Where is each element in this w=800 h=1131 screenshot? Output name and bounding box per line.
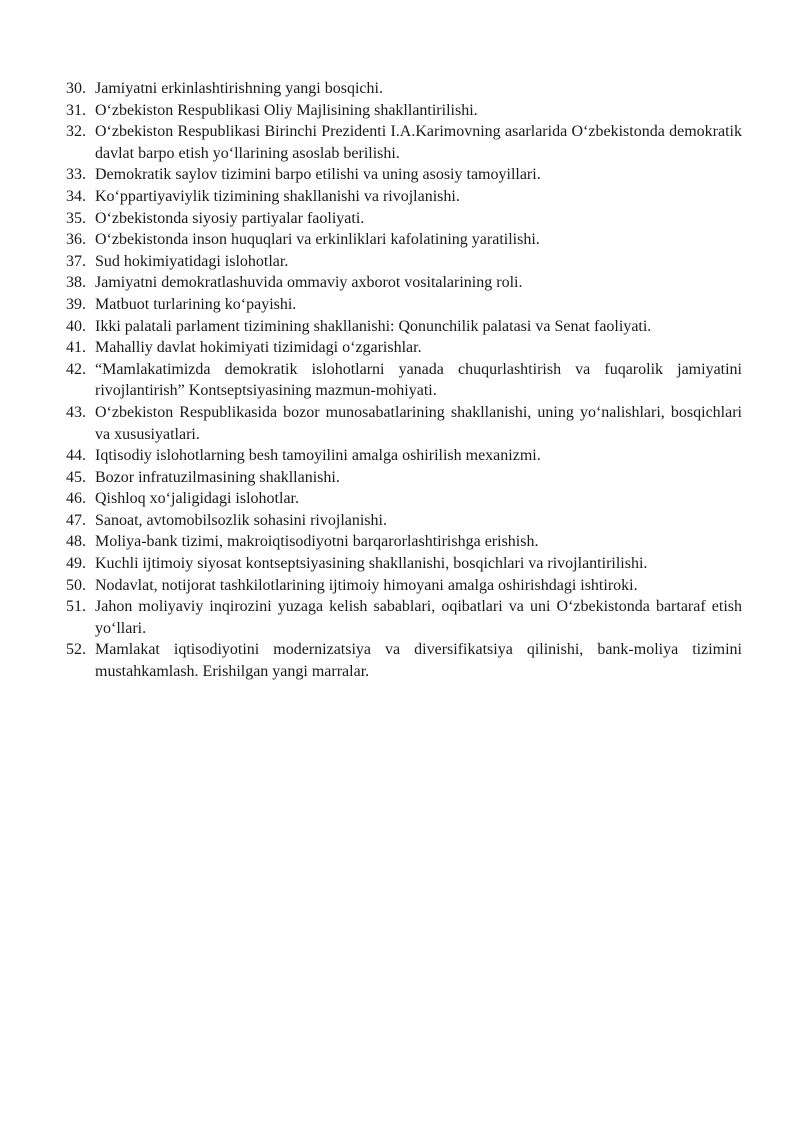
item-text: O‘zbekiston Respublikasi Oliy Majlisining shakllantirilishi. bbox=[95, 101, 478, 119]
item-text: Sanoat, avtomobilsozlik sohasini rivojlanishi. bbox=[95, 511, 387, 529]
item-text: Moliya-bank tizimi, makroiqtisodiyotni barqarorlashtirishga erishish. bbox=[95, 533, 539, 551]
item-number: 38. bbox=[66, 274, 86, 292]
item-number: 44. bbox=[66, 447, 86, 465]
list-item bbox=[66, 402, 742, 445]
item-text: Kuchli ijtimoiy siyosat kontseptsiyasining shakllanishi, bosqichlari va rivojlantirilishi. bbox=[95, 555, 648, 573]
item-number: 45. bbox=[66, 468, 86, 486]
item-number: 46. bbox=[66, 490, 86, 508]
item-number: 47. bbox=[66, 511, 86, 529]
item-text: Jamiyatni erkinlashtirishning yangi bosqichi. bbox=[95, 80, 383, 97]
item-text: Ikki palatali parlament tizimining shakllanishi: Qonunchilik palatasi va Senat faoliyati. bbox=[95, 317, 652, 335]
list-item bbox=[66, 272, 742, 294]
list-item bbox=[66, 488, 742, 510]
item-number: 52. bbox=[66, 641, 86, 659]
list-item bbox=[66, 208, 742, 230]
list-item bbox=[66, 251, 742, 273]
item-text: Qishloq xo‘jaligidagi islohotlar. bbox=[95, 490, 299, 508]
topic-list bbox=[66, 78, 742, 683]
list-item bbox=[66, 78, 742, 100]
item-text: Jahon moliyaviy inqirozini yuzaga kelish sabablari, oqibatlari va uni O‘zbekistonda bartaraf etish yo‘llari. bbox=[95, 598, 742, 637]
list-item bbox=[66, 294, 742, 316]
item-text: Nodavlat, notijorat tashkilotlarining ijtimoiy himoyani amalga oshirishdagi ishtiroki. bbox=[95, 576, 638, 594]
list-item bbox=[66, 186, 742, 208]
item-number: 31. bbox=[66, 101, 86, 119]
item-text: Jamiyatni demokratlashuvida ommaviy axborot vositalarining roli. bbox=[95, 274, 523, 292]
item-number: 32. bbox=[66, 123, 86, 141]
list-item bbox=[66, 467, 742, 489]
item-number: 49. bbox=[66, 555, 86, 573]
item-text: Mamlakat iqtisodiyotini modernizatsiya va diversifikatsiya qilinishi, bank-moliya tizimini mustahkamlash. Erishilgan yangi marralar. bbox=[95, 641, 742, 681]
item-number: 37. bbox=[66, 252, 86, 270]
item-text: Mahalliy davlat hokimiyati tizimidagi o‘zgarishlar. bbox=[95, 339, 422, 357]
item-text: Demokratik saylov tizimini barpo etilishi va uning asosiy tamoyillari. bbox=[95, 166, 541, 184]
list-item bbox=[66, 337, 742, 359]
item-text: O‘zbekiston Respublikasida bozor munosabatlarining shakllanishi, uning yo‘nalishlari, bosqichlari va xususiyatlari. bbox=[95, 403, 742, 443]
list-item bbox=[66, 164, 742, 186]
item-text: O‘zbekiston Respublikasi Birinchi Prezidenti I.A.Karimovning asarlarida O‘zbekistonda demokratik davlat barpo etish yo‘llarining asoslab berilishi. bbox=[95, 123, 742, 162]
item-text: Ko‘ppartiyaviylik tizimining shakllanishi va rivojlanishi. bbox=[95, 187, 460, 205]
item-number: 36. bbox=[66, 231, 86, 249]
item-number: 43. bbox=[66, 403, 86, 421]
item-text: O‘zbekistonda inson huquqlari va erkinliklari kafolatining yaratilishi. bbox=[95, 231, 540, 249]
item-number: 41. bbox=[66, 339, 86, 357]
item-number: 30. bbox=[66, 80, 86, 97]
item-text: Matbuot turlarining ko‘payishi. bbox=[95, 295, 297, 313]
list-item bbox=[66, 100, 742, 122]
item-text: O‘zbekistonda siyosiy partiyalar faoliyati. bbox=[95, 209, 365, 227]
list-item bbox=[66, 359, 742, 402]
item-text: Sud hokimiyatidagi islohotlar. bbox=[95, 252, 289, 270]
item-number: 40. bbox=[66, 317, 86, 335]
list-item bbox=[66, 121, 742, 164]
item-text: Iqtisodiy islohotlarning besh tamoyilini amalga oshirilish mexanizmi. bbox=[95, 447, 541, 465]
item-number: 51. bbox=[66, 598, 86, 616]
item-number: 35. bbox=[66, 209, 86, 227]
list-item bbox=[66, 575, 742, 597]
item-text: Bozor infratuzilmasining shakllanishi. bbox=[95, 468, 340, 486]
list-item bbox=[66, 510, 742, 532]
list-item bbox=[66, 531, 742, 553]
item-number: 50. bbox=[66, 576, 86, 594]
item-number: 42. bbox=[66, 360, 86, 378]
list-item bbox=[66, 229, 742, 251]
item-number: 39. bbox=[66, 295, 86, 313]
list-item bbox=[66, 553, 742, 575]
item-number: 48. bbox=[66, 533, 86, 551]
list-item bbox=[66, 639, 742, 682]
item-text: “Mamlakatimizda demokratik islohotlarni yanada chuqurlashtirish va fuqarolik jamiyatini rivojlantirish” Kontseptsiyasining mazmun-mohiyati. bbox=[95, 360, 742, 400]
list-item bbox=[66, 596, 742, 639]
list-item bbox=[66, 316, 742, 338]
list-item bbox=[66, 445, 742, 467]
item-number: 34. bbox=[66, 187, 86, 205]
item-number: 33. bbox=[66, 166, 86, 184]
